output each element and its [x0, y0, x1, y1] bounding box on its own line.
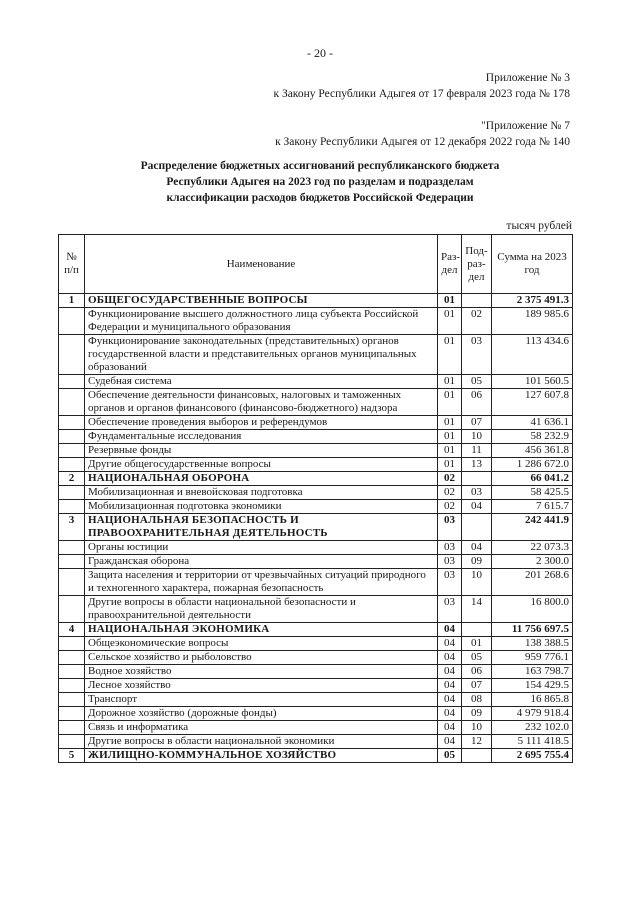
cell-name: Функционирование законодательных (представительных) органов государственной власти и представительных органов муниципальных образований: [85, 335, 438, 375]
cell-name: Обеспечение проведения выборов и референдумов: [85, 416, 438, 430]
cell-subsection: 08: [462, 693, 492, 707]
cell-section: 04: [438, 735, 462, 749]
cell-num: [59, 637, 85, 651]
cell-subsection: 11: [462, 444, 492, 458]
table-row: [59, 651, 573, 665]
cell-section: 04: [438, 721, 462, 735]
appendix-1-line-2: к Закону Республики Адыгея от 17 февраля 2023 года № 178: [273, 88, 570, 100]
cell-subsection: 07: [462, 679, 492, 693]
cell-sum: 22 073.3: [492, 541, 573, 555]
cell-sum: 4 979 918.4: [492, 707, 573, 721]
appendix-reference-2: [275, 118, 570, 150]
cell-sum: 242 441.9: [492, 514, 573, 541]
cell-sum: 127 607.8: [492, 389, 573, 416]
cell-name: НАЦИОНАЛЬНАЯ ОБОРОНА: [85, 472, 438, 486]
cell-subsection: 04: [462, 500, 492, 514]
cell-section: 04: [438, 665, 462, 679]
cell-num: [59, 569, 85, 596]
cell-name: Транспорт: [85, 693, 438, 707]
header-name: Наименование: [85, 235, 438, 294]
cell-section: 01: [438, 444, 462, 458]
cell-section: 04: [438, 679, 462, 693]
cell-subsection: 04: [462, 541, 492, 555]
header-subsection: Под-раз-дел: [462, 235, 492, 294]
cell-sum: 189 985.6: [492, 308, 573, 335]
cell-name: Другие вопросы в области национальной экономики: [85, 735, 438, 749]
cell-subsection: 05: [462, 375, 492, 389]
cell-name: НАЦИОНАЛЬНАЯ ЭКОНОМИКА: [85, 623, 438, 637]
cell-num: 4: [59, 623, 85, 637]
header-section: Раз-дел: [438, 235, 462, 294]
cell-name: Водное хозяйство: [85, 665, 438, 679]
table-row: [59, 486, 573, 500]
cell-section: 01: [438, 294, 462, 308]
table-row-section: [59, 623, 573, 637]
cell-name: Резервные фонды: [85, 444, 438, 458]
cell-section: 01: [438, 335, 462, 375]
cell-section: 04: [438, 623, 462, 637]
cell-sum: 2 695 755.4: [492, 749, 573, 763]
title-line-1: Распределение бюджетных ассигнований республиканского бюджета: [140, 160, 500, 172]
cell-num: [59, 693, 85, 707]
cell-num: [59, 430, 85, 444]
cell-name: Мобилизационная и вневойсковая подготовка: [85, 486, 438, 500]
table-row: [59, 637, 573, 651]
cell-name: Органы юстиции: [85, 541, 438, 555]
cell-section: 04: [438, 693, 462, 707]
cell-num: [59, 596, 85, 623]
cell-section: 01: [438, 308, 462, 335]
cell-subsection: 06: [462, 389, 492, 416]
cell-num: [59, 651, 85, 665]
cell-subsection: [462, 514, 492, 541]
table-row: [59, 541, 573, 555]
table-row-section: [59, 749, 573, 763]
cell-sum: 101 560.5: [492, 375, 573, 389]
cell-name: Другие вопросы в области национальной безопасности и правоохранительной деятельности: [85, 596, 438, 623]
table-row: [59, 679, 573, 693]
cell-subsection: 09: [462, 707, 492, 721]
table-row: [59, 569, 573, 596]
table-row: [59, 458, 573, 472]
cell-subsection: [462, 294, 492, 308]
cell-name: Общеэкономические вопросы: [85, 637, 438, 651]
cell-sum: 41 636.1: [492, 416, 573, 430]
cell-name: Гражданская оборона: [85, 555, 438, 569]
cell-section: 01: [438, 389, 462, 416]
cell-section: 05: [438, 749, 462, 763]
cell-sum: 959 776.1: [492, 651, 573, 665]
cell-section: 04: [438, 707, 462, 721]
cell-sum: 5 111 418.5: [492, 735, 573, 749]
cell-subsection: 05: [462, 651, 492, 665]
cell-sum: 7 615.7: [492, 500, 573, 514]
cell-sum: 201 268.6: [492, 569, 573, 596]
cell-section: 03: [438, 541, 462, 555]
cell-num: [59, 335, 85, 375]
cell-name: Фундаментальные исследования: [85, 430, 438, 444]
cell-subsection: [462, 749, 492, 763]
table-row: [59, 596, 573, 623]
cell-sum: 154 429.5: [492, 679, 573, 693]
cell-sum: 16 865.8: [492, 693, 573, 707]
cell-sum: 58 232.9: [492, 430, 573, 444]
appendix-1-line-1: Приложение № 3: [485, 72, 570, 84]
cell-num: [59, 375, 85, 389]
cell-subsection: 09: [462, 555, 492, 569]
cell-section: 04: [438, 651, 462, 665]
cell-subsection: [462, 472, 492, 486]
unit-label: тысяч рублей: [506, 220, 572, 232]
cell-num: [59, 541, 85, 555]
cell-num: [59, 665, 85, 679]
cell-name: Лесное хозяйство: [85, 679, 438, 693]
cell-sum: 16 800.0: [492, 596, 573, 623]
cell-sum: 1 286 672.0: [492, 458, 573, 472]
table-header-row: [59, 235, 573, 294]
cell-num: [59, 308, 85, 335]
table-row: [59, 735, 573, 749]
cell-section: 01: [438, 416, 462, 430]
cell-name: Мобилизационная подготовка экономики: [85, 500, 438, 514]
cell-section: 01: [438, 458, 462, 472]
cell-section: 03: [438, 569, 462, 596]
cell-subsection: [462, 623, 492, 637]
appendix-2-line-2: к Закону Республики Адыгея от 12 декабря 2022 года № 140: [275, 136, 570, 148]
cell-sum: 163 798.7: [492, 665, 573, 679]
table-row: [59, 707, 573, 721]
cell-subsection: 10: [462, 569, 492, 596]
cell-sum: 232 102.0: [492, 721, 573, 735]
cell-name: Обеспечение деятельности финансовых, налоговых и таможенных органов и органов финансового (финансово-бюджетного) надзора: [85, 389, 438, 416]
cell-num: 3: [59, 514, 85, 541]
table-row-section: [59, 472, 573, 486]
cell-sum: 66 041.2: [492, 472, 573, 486]
cell-subsection: 06: [462, 665, 492, 679]
cell-num: [59, 389, 85, 416]
cell-section: 01: [438, 430, 462, 444]
cell-subsection: 01: [462, 637, 492, 651]
cell-subsection: 10: [462, 721, 492, 735]
table-row-section: [59, 514, 573, 541]
cell-subsection: 02: [462, 308, 492, 335]
cell-subsection: 10: [462, 430, 492, 444]
cell-num: [59, 416, 85, 430]
cell-sum: 58 425.5: [492, 486, 573, 500]
cell-num: [59, 735, 85, 749]
table-row: [59, 665, 573, 679]
header-num: № п/п: [59, 235, 85, 294]
table-row: [59, 444, 573, 458]
budget-table: [58, 234, 573, 763]
cell-name: Связь и информатика: [85, 721, 438, 735]
document-title: [0, 158, 640, 206]
cell-num: [59, 555, 85, 569]
cell-num: [59, 486, 85, 500]
cell-section: 01: [438, 375, 462, 389]
cell-name: Другие общегосударственные вопросы: [85, 458, 438, 472]
table-row: [59, 375, 573, 389]
title-line-3: классификации расходов бюджетов Российской Федерации: [166, 192, 474, 204]
cell-num: 2: [59, 472, 85, 486]
cell-section: 02: [438, 472, 462, 486]
cell-subsection: 14: [462, 596, 492, 623]
cell-sum: 456 361.8: [492, 444, 573, 458]
table-row: [59, 500, 573, 514]
cell-num: [59, 707, 85, 721]
table-row: [59, 308, 573, 335]
cell-num: [59, 444, 85, 458]
table-row: [59, 555, 573, 569]
cell-num: [59, 458, 85, 472]
cell-section: 04: [438, 637, 462, 651]
cell-subsection: 12: [462, 735, 492, 749]
table-row: [59, 693, 573, 707]
page-number: - 20 -: [307, 46, 333, 60]
table-row: [59, 721, 573, 735]
cell-section: 03: [438, 596, 462, 623]
cell-subsection: 13: [462, 458, 492, 472]
cell-section: 03: [438, 555, 462, 569]
cell-name: Защита населения и территории от чрезвычайных ситуаций природного и техногенного характера, пожарная безопасность: [85, 569, 438, 596]
cell-name: Дорожное хозяйство (дорожные фонды): [85, 707, 438, 721]
table-row: [59, 430, 573, 444]
cell-sum: 113 434.6: [492, 335, 573, 375]
table-body: [59, 294, 573, 763]
cell-sum: 138 388.5: [492, 637, 573, 651]
cell-num: [59, 721, 85, 735]
table-row-section: [59, 294, 573, 308]
cell-num: [59, 500, 85, 514]
cell-num: [59, 679, 85, 693]
cell-sum: 11 756 697.5: [492, 623, 573, 637]
table-row: [59, 416, 573, 430]
cell-name: Функционирование высшего должностного лица субъекта Российской Федерации и муниципального образования: [85, 308, 438, 335]
cell-sum: 2 375 491.3: [492, 294, 573, 308]
cell-sum: 2 300.0: [492, 555, 573, 569]
header-sum: Сумма на 2023 год: [492, 235, 573, 294]
cell-name: ОБЩЕГОСУДАРСТВЕННЫЕ ВОПРОСЫ: [85, 294, 438, 308]
cell-name: НАЦИОНАЛЬНАЯ БЕЗОПАСНОСТЬ И ПРАВООХРАНИТЕЛЬНАЯ ДЕЯТЕЛЬНОСТЬ: [85, 514, 438, 541]
appendix-2-line-1: "Приложение № 7: [481, 120, 570, 132]
cell-section: 02: [438, 500, 462, 514]
cell-subsection: 03: [462, 486, 492, 500]
cell-name: Судебная система: [85, 375, 438, 389]
cell-subsection: 03: [462, 335, 492, 375]
table-row: [59, 335, 573, 375]
appendix-reference-1: [273, 70, 570, 102]
cell-section: 02: [438, 486, 462, 500]
cell-section: 03: [438, 514, 462, 541]
title-line-2: Республики Адыгея на 2023 год по разделам и подразделам: [166, 176, 474, 188]
cell-num: 1: [59, 294, 85, 308]
table-row: [59, 389, 573, 416]
cell-name: ЖИЛИЩНО-КОММУНАЛЬНОЕ ХОЗЯЙСТВО: [85, 749, 438, 763]
cell-subsection: 07: [462, 416, 492, 430]
cell-name: Сельское хозяйство и рыболовство: [85, 651, 438, 665]
cell-num: 5: [59, 749, 85, 763]
